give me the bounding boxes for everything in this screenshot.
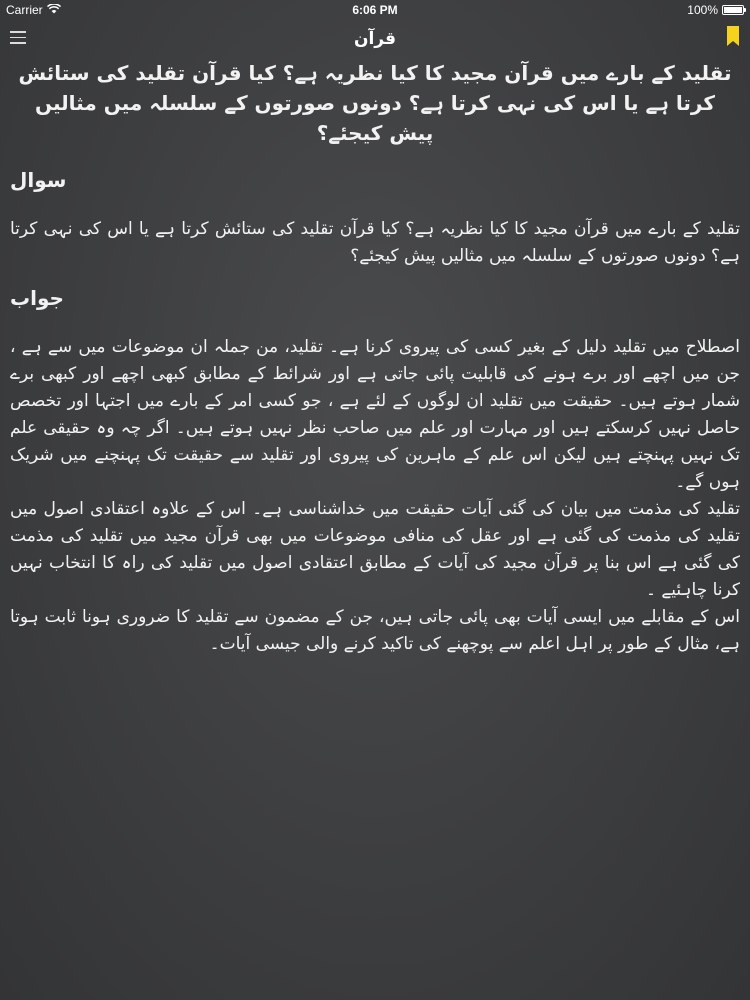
question-text: تقلید کے بارے میں قرآن مجید کا کیا نظریہ ہے؟ کیا قرآن تقلید کی ستائش کرتا ہے یا اس کی نہی کرتا ہے؟ دونوں صورتوں کے سلسلہ میں مثالیں پیش کیجئے؟ — [10, 219, 740, 266]
question-title: تقلید کے بارے میں قرآن مجید کا کیا نظریہ ہے؟ کیا قرآن تقلید کی ستائش کرتا ہے یا اس کی نہی کرتا ہے؟ دونوں صورتوں کے سلسلہ میں مثالیں پیش کیجئے؟ — [18, 61, 732, 145]
article-content — [10, 58, 740, 658]
status-right — [687, 3, 744, 17]
nav-bar — [0, 20, 750, 60]
answer-heading: جواب — [10, 286, 64, 310]
answer-paragraph-1: اصطلاح میں تقلید دلیل کے بغیر کسی کی پیروی کرنا ہے۔ تقلید، من جملہ ان موضوعات میں سے ہے ، جن میں اچھے اور برے ہونے کی قابلیت پائی جاتی ہے اور شرائط کے مطابق کبھی اچھے اور کبھی برے شمار ہوتے ہیں۔ حقیقت میں تقلید ان لوگوں کے لئے ہے ، جو کسی امر کے بارے میں اجتہا اور تخصص حاصل نہیں کرسکتے ہیں اور مہارت اور علم میں صاحب نظر نہیں ہوتے ہیں۔ اگر چہ وہ حقیقی علم تک نہیں پہنچتے ہیں لیکن اس علم کے ماہرین کی پیروی اور تقلید سے حقیقت تک پہنچنے میں شریک ہوں گے۔ — [10, 337, 740, 492]
status-time: 6:06 PM — [352, 3, 398, 17]
question-heading: سوال — [10, 168, 67, 192]
bookmark-icon[interactable] — [727, 26, 739, 46]
nav-title: قرآن — [353, 29, 397, 49]
battery-percent: 100% — [687, 3, 718, 17]
status-bar — [0, 0, 750, 20]
battery-fill — [724, 7, 742, 13]
answer-paragraph-2: تقلید کی مذمت میں بیان کی گئی آیات حقیقت میں خداشناسی ہے۔ اس کے علاوہ اعتقادی اصول میں تقلید کی مذمت کی گئی ہے اور عقل کی منافی موضوعات میں بھی قرآن مجید میں تقلید کی مذمت کی گئی ہے اس بنا پر قرآن مجید کی آیات کے مطابق اعتقادی اصول میں تقلید کی راہ کا انتخاب نہیں کرنا چاہئیے ۔ — [10, 499, 740, 600]
battery-icon — [722, 5, 744, 15]
carrier-label: Carrier — [6, 3, 43, 17]
answer-paragraph-3: اس کے مقابلے میں ایسی آیات بھی پائی جاتی ہیں، جن کے مضمون سے تقلید کا ضروری ہونا ثابت ہوتا ہے، مثال کے طور پر اہل اعلم سے پوچھنے کی تاکید کرنے والی جیسی آیات۔ — [10, 607, 740, 654]
